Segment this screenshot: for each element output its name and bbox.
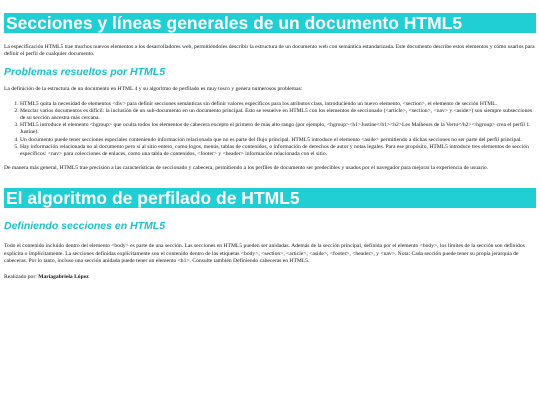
list-item: 4. Un documento puede tener secciones especiales conteniendo información relacionada que no es parte del flujo principal. HTML5 introduce el elemento <aside> permitiendo a dichas secciones no ser parte del perfil principal. (20, 137, 536, 144)
list-item: 3. HTML5 introduce el elemento <hgroup> que oculta todos los elementos de cabecera excepto el primero de más alto rango (por ejemplo, <hgroup><h1>Justine</h1><h2>Les Malheurs de la Vertu</h2></hgroup> crea el perfil 1. Justine). (20, 122, 536, 136)
author-name: Mariagabriela López (38, 274, 89, 281)
section-title-algorithm: El algoritmo de perfilado de HTML5 (4, 188, 536, 208)
list-item: 2. Mezclar varios documentos es difícil: la inclusión de un sub-documento en un documento principal. Esto se resuelve en HTML5 con los elementos de seccionado (<article>, <section>, <nav> y <aside>) son siempre subsecciones de su sección ancestra más cercana. (20, 108, 536, 122)
author-label: Realizado por: (4, 274, 37, 281)
conclusion-paragraph: De manera más general, HTML5 trae precisión a las características de seccionado y cabecera, permitiendo a los perfiles de documento ser predecibles y usados por el navegador para mejorar la experiencia de usuario. (4, 165, 489, 172)
problems-list (4, 101, 536, 159)
sections-paragraph: Todo el contenido incluido dentro del elemento <body> es parte de una sección. Las secciones en HTML5 pueden ser anidadas. Además de la sección principal, definida por el elemento <body>, los límites de la sección son definidos explícita o implícitamente. La secciones definidas explícitamente son el contenido dentro de las etiquetas <body>, <section>, <article>, <aside>, <footer>, <header>, y <nav>. Nota: Cada sección puede tener su propia jerarquía de cabeceras. Por lo tanto, incluso una sección anidada puede tener un elemento <h1>. Consulte también Definiendo cabeceras en HTML5. (4, 243, 525, 264)
list-item: 5. Hay información relacionada no al documento pero sí al sitio entero, como logos, menús, tablas de contenidos, o información de derechos de autor y notas legales. Para ese propósito, HTML5 introduce tres elementos de sección específicos: <nav> para colecciones de enlaces, como una tabla de contenidos, <footer> y <header> información relacionada con el sitio. (20, 144, 536, 158)
list-item: 1. HTML5 quita la necesidad de elementos <div> para definir secciones semánticas sin definir valores específicos para los atributos class, introduciendo un nuevo elemento, <section>, el elemento de sección HTML. (20, 101, 536, 108)
section-title-main: Secciones y líneas generales de un documento HTML5 (4, 13, 536, 33)
problems-intro: La definición de la estructura de un documento en HTML 4 y su algoritmo de perfilado es muy tosco y genera numerosos problemas: (4, 86, 303, 93)
intro-paragraph: La especificación HTML5 trae muchos nuevos elementos a los desarrolladores web, permitiéndoles describir la estructura de un documento web con semántica estandarizada. Este documento describe estos elementos y cómo usarlos para definir el perfil de cualquier documento. (4, 44, 535, 58)
author-line (4, 274, 536, 281)
subtitle-defining-sections: Definiendo secciones en HTML5 (4, 220, 166, 233)
subtitle-problems: Problemas resueltos por HTML5 (4, 66, 166, 79)
